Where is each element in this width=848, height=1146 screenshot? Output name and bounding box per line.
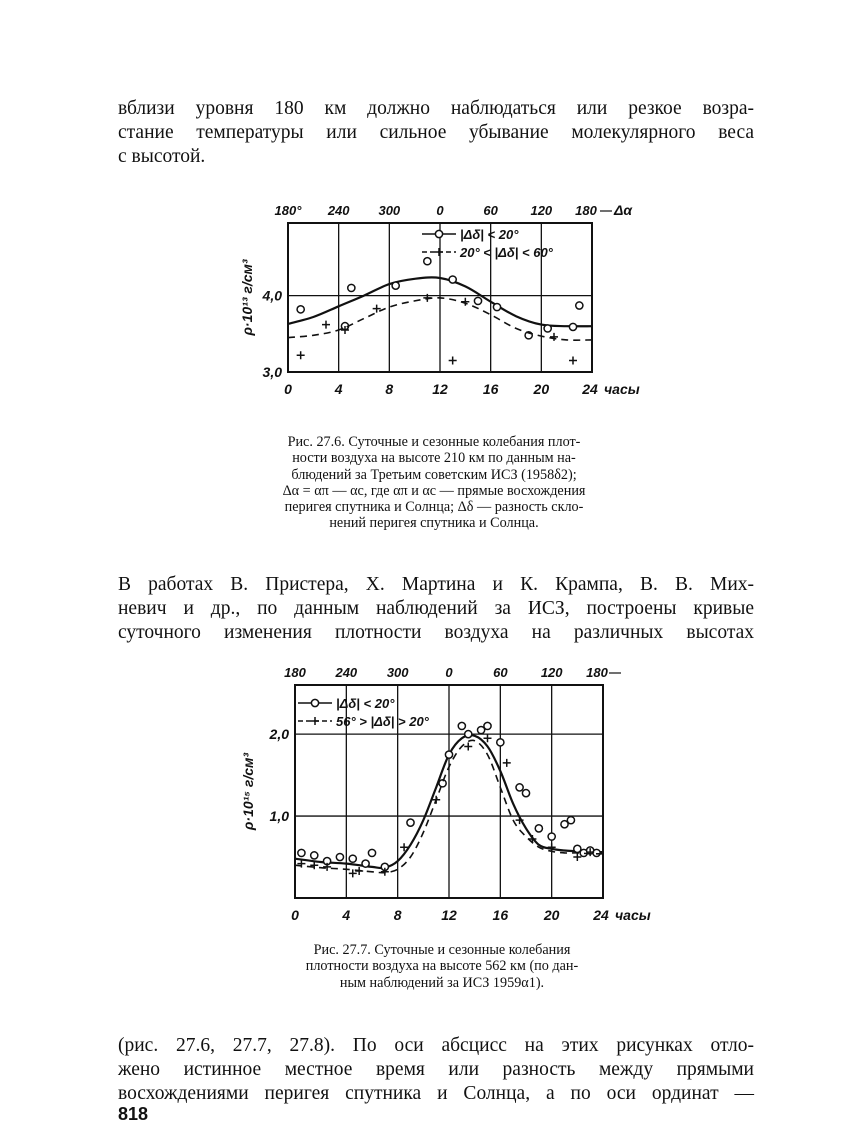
figure-27-7-caption [236,942,648,991]
caption-line: Δα = απ — αс, где απ и αс — прямые восхождения [282,482,586,499]
y-tick-label: 2,0 [269,726,289,743]
figure-27-6-chart [230,195,670,420]
data-point-circle [458,722,465,729]
caption-line: ным наблюдений за ИСЗ 1959α1). [339,974,545,991]
text-line: жено истинное местное время или разность между прямыми [118,1059,754,1080]
top-tick-label: 180 [586,665,608,680]
data-point-circle [548,833,555,840]
top-tick-label: 180 [575,203,597,218]
y-tick-label: 3,0 [262,364,282,380]
caption-line: плотности воздуха на высоте 562 км (по дан- [305,958,579,975]
data-point-circle [298,849,305,856]
caption-line: нений перигея спутника и Солнца. [329,515,539,532]
x-tick-label: 20 [533,381,550,397]
legend-label: |Δδ| < 20° [336,696,395,711]
top-tick-label: 120 [530,203,553,218]
data-point-circle [407,819,414,826]
top-tick-label: 180 [284,665,306,680]
x-tick-label: 12 [432,381,448,397]
data-point-circle [368,849,375,856]
y-tick-label: 1,0 [269,808,289,825]
x-tick-label: 16 [482,381,499,397]
data-point-circle [336,853,343,860]
x-tick-label: 4 [342,907,351,923]
data-point-circle [297,306,304,313]
top-axis-label: Δα [614,202,633,218]
data-point-circle [392,282,399,289]
top-tick-label: 0 [436,203,444,218]
data-point-circle [522,790,529,797]
legend-label: 56° > |Δδ| > 20° [336,714,429,729]
top-tick-label: 0 [445,665,453,680]
data-point-circle [449,276,456,283]
data-point-plus [322,321,330,329]
text-line: восхождениями перигея спутника и Солнца, а по оси ординат — [118,1083,754,1104]
caption-line: ности воздуха на высоте 210 км по данным на- [292,450,576,467]
x-tick-label: 16 [492,907,509,923]
x-axis-unit: часы [615,907,651,923]
data-point-plus [464,742,472,750]
data-point-circle [484,722,491,729]
x-tick-label: 24 [582,381,598,397]
data-point-circle [349,855,356,862]
legend-swatch-marker [435,248,443,256]
data-point-circle [424,258,431,265]
text-line: суточного изменения плотности воздуха на различных высотах [118,622,754,643]
x-tick-label: 12 [441,907,457,923]
data-point-circle [497,739,504,746]
top-tick-label: 300 [386,665,409,680]
data-point-circle [493,303,500,310]
y-tick-label: 4,0 [262,287,282,304]
y-axis-label: ρ·10¹³ г/см³ [239,259,255,336]
data-point-plus [297,351,305,359]
data-point-circle [348,284,355,291]
data-point-circle [311,852,318,859]
top-tick-label: 240 [335,665,358,680]
data-point-circle [362,860,369,867]
top-tick-label: 300 [378,203,401,218]
data-point-circle [569,323,576,330]
data-point-plus [569,357,577,365]
data-point-circle [465,731,472,738]
legend-label: |Δδ| < 20° [460,227,519,242]
data-point-plus [550,333,558,341]
data-point-circle [516,784,523,791]
data-point-plus [449,357,457,365]
top-tick-label: 240 [327,203,350,218]
legend-swatch-marker [311,699,318,706]
top-tick-label: 60 [493,665,508,680]
x-tick-label: 0 [284,381,292,397]
caption-line: блюдений за Третьим советским ИСЗ (1958δ2); [291,466,577,483]
text-line: стание температуры или сильное убывание молекулярного веса [118,122,754,143]
x-tick-label: 4 [334,381,343,397]
legend-label: 20° < |Δδ| < 60° [460,245,553,260]
data-point-circle [535,825,542,832]
paragraph-1 [118,97,754,169]
text-line: В работах В. Пристера, Х. Мартина и К. Крампа, В. В. Мих- [118,574,754,595]
caption-line: Рис. 27.6. Суточные и сезонные колебания плот- [287,434,581,450]
text-line: невич и др., по данным наблюдений за ИСЗ, построены кривые [118,598,754,619]
y-axis-label: ρ·10¹⁵ г/см³ [240,752,256,831]
data-point-circle [567,817,574,824]
text-line: вблизи уровня 180 км должно наблюдаться или резкое возра- [118,98,754,119]
page-number: 818 [118,1104,149,1124]
data-point-circle [593,849,600,856]
data-point-circle [576,302,583,309]
text-line: с высотой. [118,146,206,167]
top-tick-label: 60 [483,203,498,218]
data-point-circle [544,325,551,332]
top-tick-label: 180° [274,203,302,218]
data-point-plus [484,734,492,742]
paragraph-2 [118,573,754,645]
figure-27-7-chart [225,660,665,923]
legend-swatch-marker [311,717,319,725]
x-tick-label: 20 [543,907,560,923]
text-line: (рис. 27.6, 27.7, 27.8). По оси абсцисс на этих рисунках отло- [118,1035,754,1056]
data-point-circle [474,297,481,304]
data-point-circle [445,751,452,758]
legend-swatch-marker [435,230,442,237]
data-point-plus [461,298,469,306]
data-point-plus [503,759,511,767]
x-tick-label: 0 [291,907,299,923]
top-tick-label: 120 [540,665,563,680]
x-tick-label: 8 [385,381,394,397]
caption-line: перигея спутника и Солнца; Δδ — разность скло- [284,499,584,516]
figure-27-6-caption [226,434,642,532]
caption-line: Рис. 27.7. Суточные и сезонные колебания [313,942,571,958]
x-tick-label: 24 [593,907,609,923]
x-axis-unit: часы [604,381,640,397]
paragraph-3 [118,1034,754,1106]
x-tick-label: 8 [393,907,402,923]
